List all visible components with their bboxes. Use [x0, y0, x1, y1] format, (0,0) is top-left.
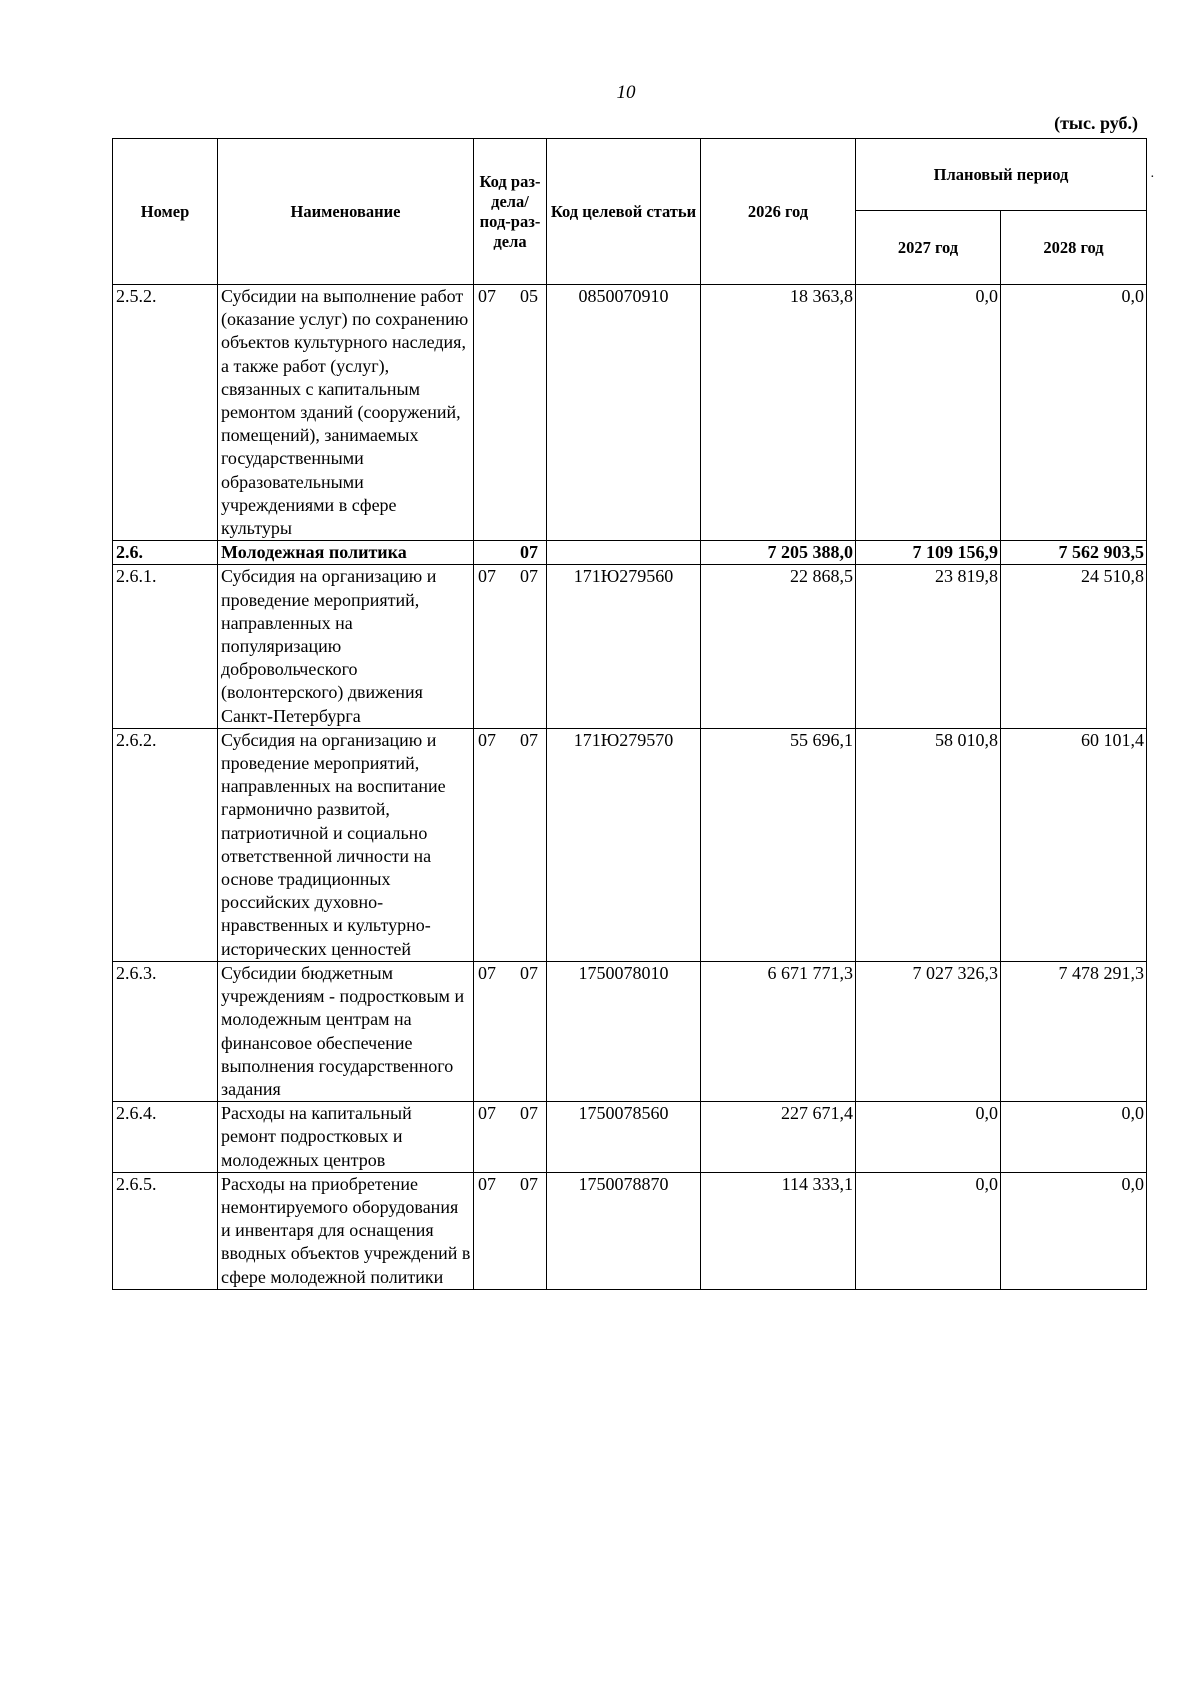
row-name: Субсидии на выполнение работ (оказание услуг) по сохранению объектов культурного наследия, а также работ (услуг), связанных с капитальным ремонтом зданий (сооружений, помещений), занимаемых государственными образовательными учреждениями в сфере культуры [218, 285, 474, 541]
table-row [113, 728, 1147, 961]
row-2026: 18 363,8 [701, 285, 856, 541]
subsection: 07 [520, 1173, 538, 1194]
row-2026: 227 671,4 [701, 1102, 856, 1173]
row-section-code [474, 1172, 547, 1289]
row-number: 2.6. [113, 541, 218, 565]
row-2028: 0,0 [1001, 1102, 1147, 1173]
section: 07 [478, 286, 496, 306]
subsection: 05 [520, 286, 538, 306]
row-2027: 0,0 [856, 1102, 1001, 1173]
row-number: 2.6.1. [113, 565, 218, 728]
row-target-code: 171Ю279560 [547, 565, 701, 728]
row-name: Субсидия на организацию и проведение мероприятий, направленных на популяризацию добровольческого (волонтерского) движения Санкт-Петербурга [218, 565, 474, 728]
table-row [113, 1102, 1147, 1173]
subsection: 07 [520, 729, 538, 750]
row-2028: 7 562 903,5 [1001, 541, 1147, 565]
page-number: 10 [616, 82, 636, 103]
row-2027: 7 027 326,3 [856, 961, 1001, 1101]
budget-table [112, 138, 1147, 1290]
row-target-code [547, 541, 701, 565]
row-name: Расходы на приобретение немонтируемого оборудования и инвентаря для оснащения вводных объектов учреждений в сфере молодежной политики [218, 1172, 474, 1289]
header-section-code: Код раз-дела/ под-раз-дела [474, 139, 547, 285]
row-target-code: 1750078010 [547, 961, 701, 1101]
section: 07 [478, 962, 496, 983]
header-year-2026: 2026 год [701, 139, 856, 285]
row-name: Субсидия на организацию и проведение мероприятий, направленных на воспитание гармонично развитой, патриотичной и социально ответственной личности на основе традиционных российских духовно-нравственных и культурно-исторических ценностей [218, 728, 474, 961]
row-number: 2.6.5. [113, 1172, 218, 1289]
row-2027: 0,0 [856, 1172, 1001, 1289]
row-section-code [474, 1102, 547, 1173]
row-name: Расходы на капитальный ремонт подростковых и молодежных центров [218, 1102, 474, 1173]
row-2028: 0,0 [1001, 1172, 1147, 1289]
table-row-section-total [113, 541, 1147, 565]
row-target-code: 171Ю279570 [547, 728, 701, 961]
row-2027: 0,0 [856, 285, 1001, 541]
row-number: 2.5.2. [113, 285, 218, 541]
table-row [113, 565, 1147, 728]
subsection: 07 [520, 962, 538, 983]
units-label: (тыс. руб.) [1054, 113, 1138, 133]
row-target-code: 1750078870 [547, 1172, 701, 1289]
row-2026: 6 671 771,3 [701, 961, 856, 1101]
row-2026: 55 696,1 [701, 728, 856, 961]
row-number: 2.6.2. [113, 728, 218, 961]
table-row [113, 961, 1147, 1101]
row-2028: 7 478 291,3 [1001, 961, 1147, 1101]
subsection: 07 [520, 566, 538, 587]
row-2026: 22 868,5 [701, 565, 856, 728]
row-2028: 24 510,8 [1001, 565, 1147, 728]
header-year-2027: 2027 год [856, 211, 1001, 285]
row-number: 2.6.3. [113, 961, 218, 1101]
table-row [113, 1172, 1147, 1289]
header-number: Номер [113, 139, 218, 285]
row-target-code: 0850070910 [547, 285, 701, 541]
header-target-code: Код целевой статьи [547, 139, 701, 285]
row-name: Молодежная политика [218, 541, 474, 565]
header-planned-period: Плановый период [856, 139, 1147, 211]
row-section-code [474, 961, 547, 1101]
row-name: Субсидии бюджетным учреждениям - подростковым и молодежным центрам на финансовое обеспечение выполнения государственного задания [218, 961, 474, 1101]
row-section-code [474, 728, 547, 961]
row-2026: 114 333,1 [701, 1172, 856, 1289]
section: 07 [478, 729, 496, 750]
row-section-code [474, 565, 547, 728]
header-name: Наименование [218, 139, 474, 285]
row-2027: 7 109 156,9 [856, 541, 1001, 565]
row-number: 2.6.4. [113, 1102, 218, 1173]
table-row [113, 285, 1147, 541]
subsection: 07 [520, 1103, 538, 1124]
row-2026: 7 205 388,0 [701, 541, 856, 565]
row-section-code [474, 285, 547, 541]
row-2027: 23 819,8 [856, 565, 1001, 728]
row-section-code [474, 541, 547, 565]
header-year-2028: 2028 год [1001, 211, 1147, 285]
row-target-code: 1750078560 [547, 1102, 701, 1173]
section: 07 [478, 566, 496, 587]
row-2028: 60 101,4 [1001, 728, 1147, 961]
scan-speck: · [1150, 170, 1155, 185]
subsection: 07 [520, 542, 538, 563]
section: 07 [478, 1103, 496, 1124]
section: 07 [478, 1173, 496, 1194]
row-2028: 0,0 [1001, 285, 1147, 541]
row-2027: 58 010,8 [856, 728, 1001, 961]
